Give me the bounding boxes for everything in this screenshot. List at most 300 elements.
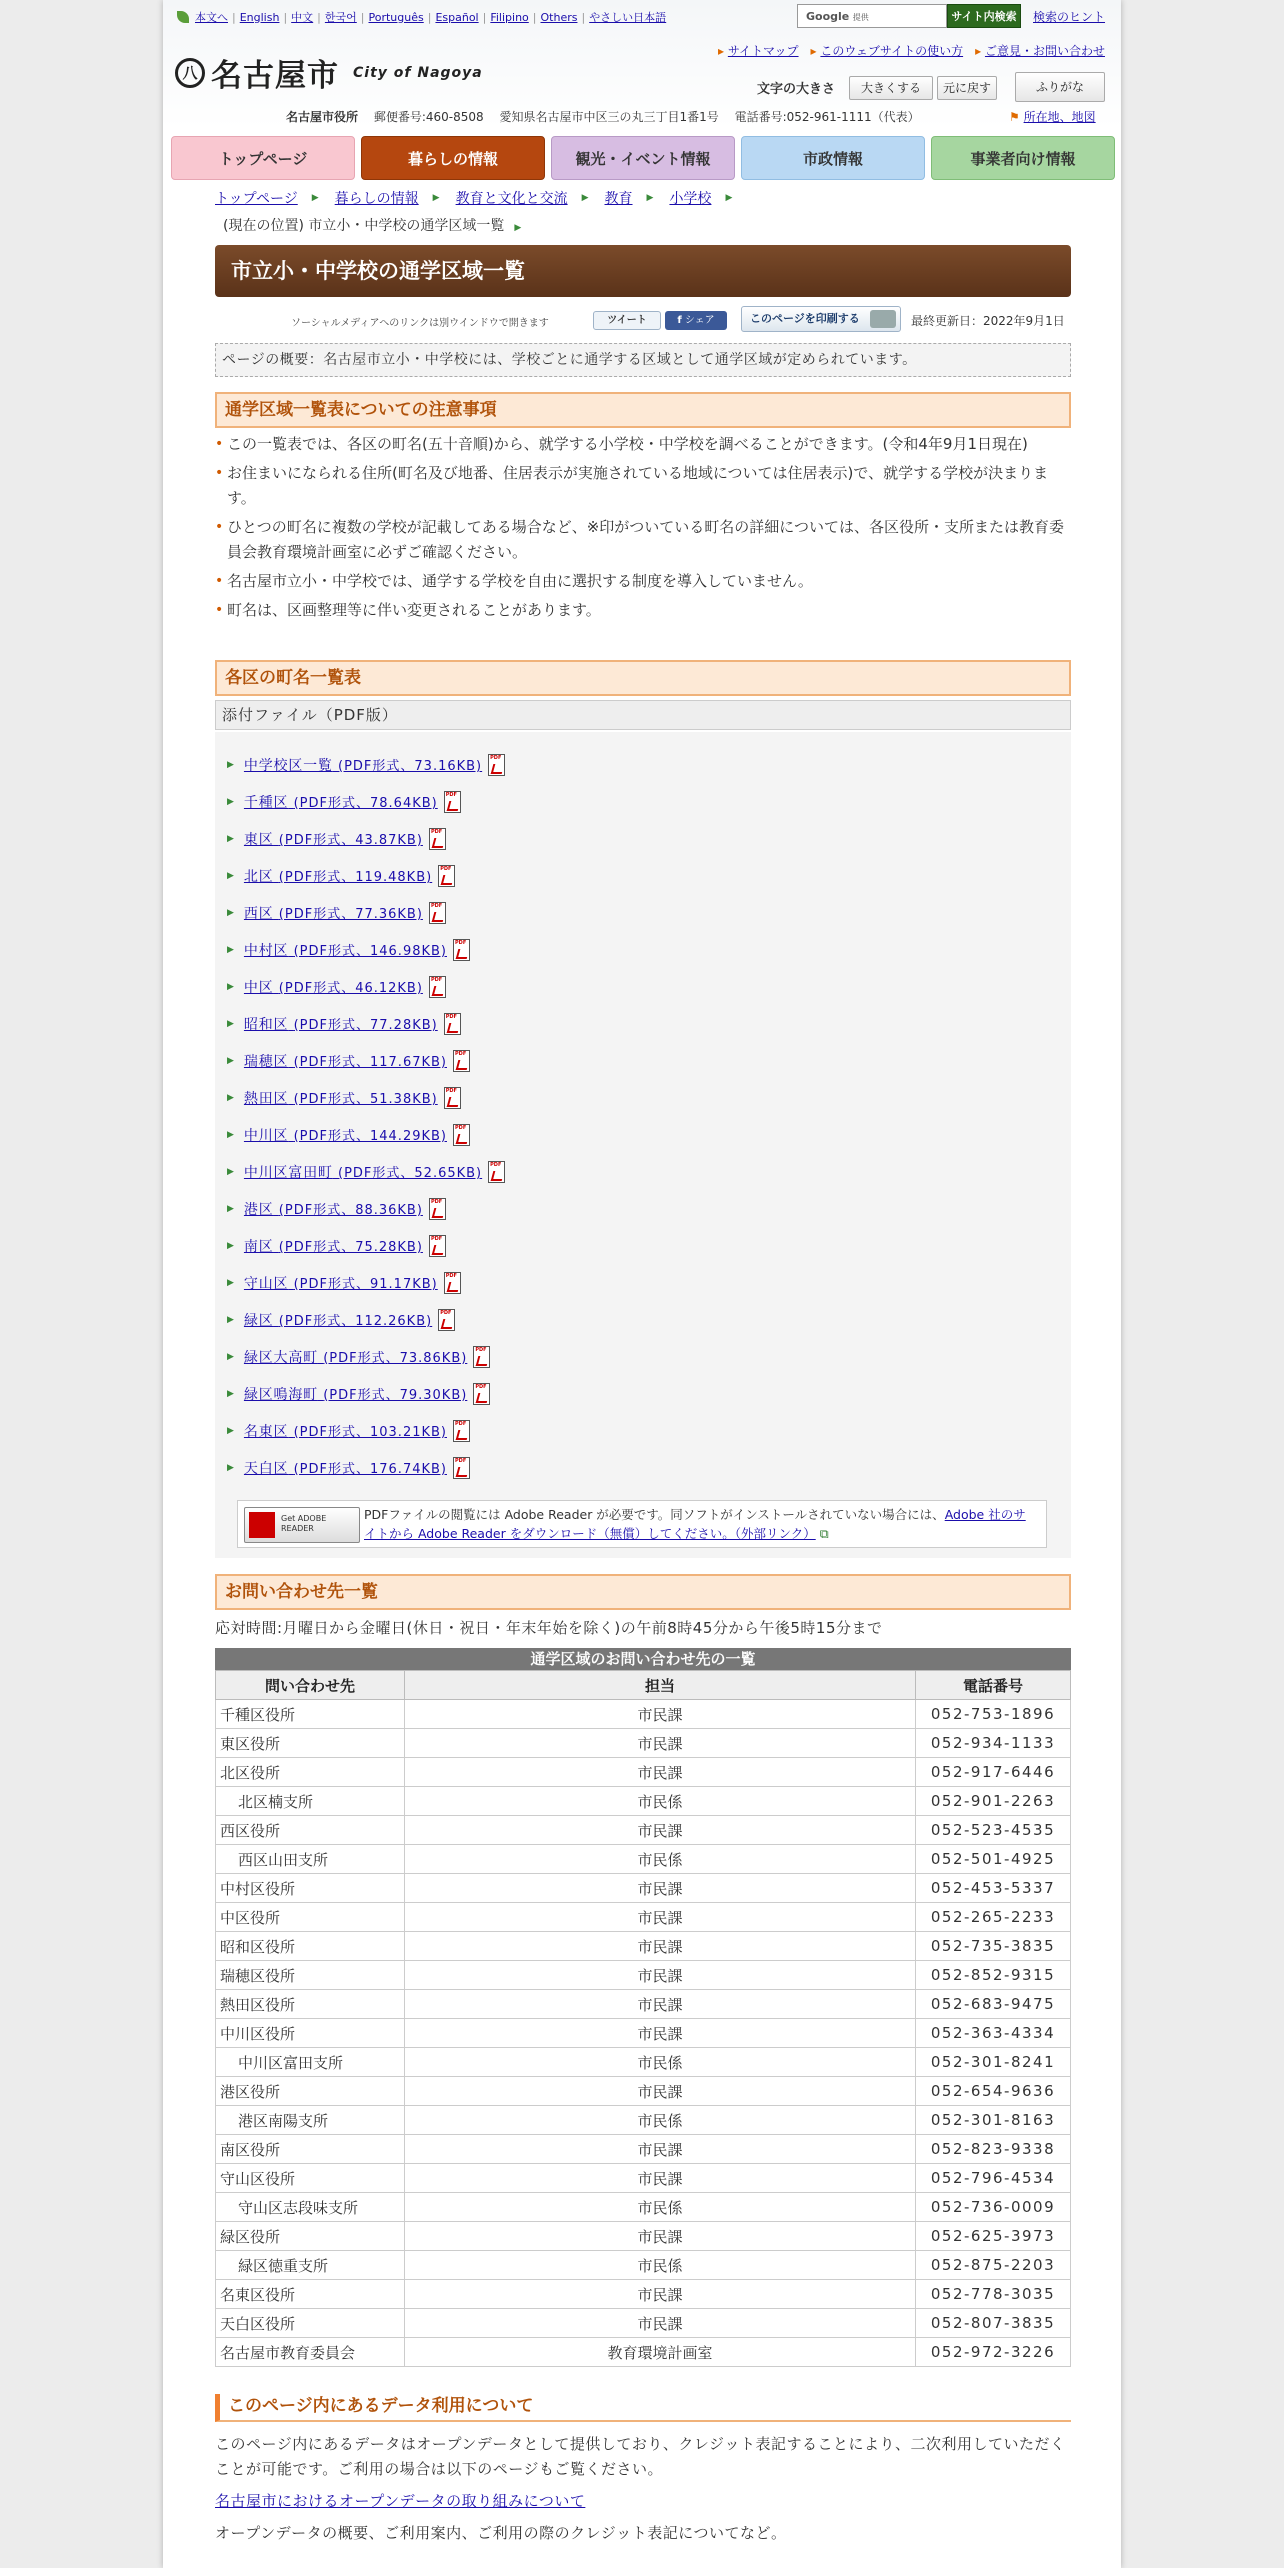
- pdf-file-size: (PDF形式、75.28KB): [278, 1240, 423, 1255]
- contact-place-cell: 中村区役所: [216, 1874, 405, 1903]
- contact-dept-cell: 市民課: [405, 2222, 916, 2251]
- pdf-icon: [429, 902, 446, 924]
- contact-phone-cell: 052-301-8163: [916, 2106, 1071, 2135]
- contact-link[interactable]: ご意見・お問い合わせ: [984, 44, 1105, 58]
- table-row: [216, 1932, 1071, 1961]
- pdf-link-name: 熱田区: [243, 1091, 289, 1107]
- pdf-file-size: (PDF形式、73.16KB): [338, 759, 483, 774]
- pdf-icon: [473, 1346, 490, 1368]
- contact-phone-cell: 052-736-0009: [916, 2193, 1071, 2222]
- contact-phone-cell: 052-654-9636: [916, 2077, 1071, 2106]
- pdf-file-size: (PDF形式、91.17KB): [293, 1277, 438, 1292]
- table-row: [216, 2280, 1071, 2309]
- ward-list-heading: 各区の町名一覧表: [215, 660, 1071, 696]
- pdf-link-name: 天白区: [243, 1461, 289, 1477]
- page-title: 市立小・中学校の通学区域一覧: [215, 245, 1071, 297]
- table-row: [216, 2019, 1071, 2048]
- column-header: 電話番号: [916, 1671, 1071, 1700]
- contact-dept-cell: 市民課: [405, 1874, 916, 1903]
- postal-code: 郵便番号:460-8508: [373, 110, 484, 124]
- table-row: [216, 1990, 1071, 2019]
- nav-business[interactable]: 事業者向け情報: [931, 136, 1115, 180]
- chevron-right-icon: ▶: [646, 193, 654, 203]
- lang-link-skip[interactable]: 本文へ: [195, 11, 228, 24]
- pdf-item: [227, 1048, 470, 1074]
- contact-phone-cell: 052-683-9475: [916, 1990, 1071, 2019]
- lang-link-chinese[interactable]: 中文: [291, 11, 314, 24]
- utility-links: [718, 42, 1105, 59]
- leaf-icon: [177, 11, 189, 23]
- pdf-link[interactable]: [244, 755, 482, 775]
- contact-phone-cell: 052-934-1133: [916, 1729, 1071, 1758]
- printer-icon: [870, 310, 896, 328]
- contact-dept-cell: 市民係: [405, 1787, 916, 1816]
- search-input[interactable]: [797, 4, 947, 28]
- pdf-file-size: (PDF形式、77.36KB): [278, 907, 423, 922]
- contact-place-cell: 昭和区役所: [216, 1932, 405, 1961]
- table-row: [216, 1729, 1071, 1758]
- get-adobe-reader-button[interactable]: [244, 1507, 360, 1543]
- contact-place-cell: 西区山田支所: [216, 1845, 405, 1874]
- lang-link-others[interactable]: Others: [540, 10, 578, 24]
- bullet-icon: ▶: [227, 1389, 234, 1399]
- pdf-link-name: 中川区: [243, 1128, 289, 1144]
- contact-place-cell: 熱田区役所: [216, 1990, 405, 2019]
- pdf-link[interactable]: [244, 1162, 482, 1182]
- contact-dept-cell: 市民課: [405, 2309, 916, 2338]
- bullet-icon: ▶: [227, 1241, 234, 1251]
- table-row: [216, 2048, 1071, 2077]
- contact-dept-cell: 市民係: [405, 2048, 916, 2077]
- pdf-link[interactable]: [244, 792, 438, 812]
- site-search-button[interactable]: サイト内検索: [947, 4, 1021, 28]
- pdf-link-name: 守山区: [243, 1276, 289, 1292]
- pdf-link-name: 昭和区: [243, 1017, 289, 1033]
- search-provided: 提供: [852, 13, 869, 22]
- pdf-file-size: (PDF形式、51.38KB): [293, 1092, 438, 1107]
- table-row: [216, 2077, 1071, 2106]
- pdf-file-size: (PDF形式、79.30KB): [323, 1388, 468, 1403]
- bullet-icon: ▶: [227, 834, 234, 844]
- contact-dept-cell: 市民課: [405, 1990, 916, 2019]
- contact-phone-cell: 052-901-2263: [916, 1787, 1071, 1816]
- breadcrumb-elementary[interactable]: 小学校: [669, 191, 712, 207]
- pdf-file-size: (PDF形式、144.29KB): [293, 1129, 447, 1144]
- contact-phone-cell: 052-501-4925: [916, 1845, 1071, 1874]
- pdf-link-name: 緑区鳴海町: [243, 1387, 318, 1403]
- pdf-link[interactable]: [244, 1199, 423, 1219]
- pdf-item: [227, 752, 505, 778]
- pdf-icon: [453, 1457, 470, 1479]
- contact-place-cell: 天白区役所: [216, 2309, 405, 2338]
- contact-place-cell: 東区役所: [216, 1729, 405, 1758]
- note-item: • お住まいになられる住所(町名及び地番、住居表示が実施されている地域については住居表示)で、就学する学校が決まります。: [215, 461, 1071, 511]
- table-row: [216, 1903, 1071, 1932]
- pdf-link[interactable]: [244, 1014, 438, 1034]
- pdf-icon: [429, 828, 446, 850]
- note-item: • 名古屋市立小・中学校では、通学する学校を自由に選択する制度を導入していません。: [215, 569, 1071, 594]
- google-brand: Google: [806, 10, 850, 23]
- pdf-icon: [429, 1198, 446, 1220]
- contact-phone-cell: 052-852-9315: [916, 1961, 1071, 1990]
- pdf-item: [227, 1011, 461, 1037]
- bullet-icon: ▶: [227, 945, 234, 955]
- contact-place-cell: 北区役所: [216, 1758, 405, 1787]
- tweet-button[interactable]: ツイート: [593, 311, 661, 330]
- table-row: [216, 1961, 1071, 1990]
- pdf-link-name: 中村区: [243, 943, 289, 959]
- chevron-right-icon: ▶: [581, 193, 589, 203]
- office-name: 名古屋市役所: [286, 110, 359, 124]
- office-phone: 電話番号:052-961-1111（代表）: [734, 110, 920, 124]
- pdf-link[interactable]: [244, 940, 447, 960]
- contact-dept-cell: 市民課: [405, 1932, 916, 1961]
- reader-text-wrap: [364, 1505, 1036, 1543]
- pdf-link[interactable]: [244, 1310, 432, 1330]
- table-row: [216, 2222, 1071, 2251]
- pdf-item: [227, 1344, 490, 1370]
- contact-dept-cell: 市民課: [405, 1700, 916, 1729]
- breadcrumb-culture[interactable]: 教育と文化と交流: [455, 191, 568, 207]
- contact-phone-cell: 052-972-3226: [916, 2338, 1071, 2367]
- city-logo[interactable]: [175, 50, 483, 95]
- font-reset-button[interactable]: 元に戻す: [937, 76, 997, 100]
- pdf-item: [227, 1270, 461, 1296]
- contact-place-cell: 中区役所: [216, 1903, 405, 1932]
- contact-phone-cell: 052-265-2233: [916, 1903, 1071, 1932]
- contact-dept-cell: 教育環境計画室: [405, 2338, 916, 2367]
- pdf-link-name: 瑞穂区: [243, 1054, 289, 1070]
- contact-dept-cell: 市民課: [405, 2019, 916, 2048]
- column-header: 担当: [405, 1671, 916, 1700]
- pdf-item: [227, 1381, 490, 1407]
- contact-place-cell: 緑区徳重支所: [216, 2251, 405, 2280]
- contact-dept-cell: 市民課: [405, 1758, 916, 1787]
- pdf-link[interactable]: [244, 829, 423, 849]
- nav-life-info[interactable]: 暮らしの情報: [361, 136, 545, 180]
- pdf-link[interactable]: [244, 1347, 467, 1367]
- share-label: シェア: [684, 315, 715, 326]
- pdf-icon: [488, 1161, 505, 1183]
- contact-dept-cell: 市民課: [405, 1961, 916, 1990]
- pdf-file-size: (PDF形式、119.48KB): [278, 870, 433, 885]
- contact-phone-cell: 052-875-2203: [916, 2251, 1071, 2280]
- table-row: [216, 2164, 1071, 2193]
- breadcrumb-education[interactable]: 教育: [604, 191, 633, 207]
- note-item: • 町名は、区画整理等に伴い変更されることがあります。: [215, 598, 1071, 623]
- contact-place-cell: 守山区役所: [216, 2164, 405, 2193]
- adobe-icon: [249, 1512, 275, 1538]
- contact-dept-cell: 市民課: [405, 1729, 916, 1758]
- city-emblem-icon: 八: [175, 58, 205, 88]
- page-container: [163, 0, 1121, 2568]
- contact-place-cell: 中川区富田支所: [216, 2048, 405, 2077]
- contact-dept-cell: 市民課: [405, 1903, 916, 1932]
- pdf-link[interactable]: [244, 903, 423, 923]
- contact-place-cell: 北区楠支所: [216, 1787, 405, 1816]
- contact-dept-cell: 市民課: [405, 2135, 916, 2164]
- opendata-text: このページ内にあるデータはオープンデータとして提供しており、クレジット表記することにより、二次利用していただくことが可能です。ご利用の場合は以下のページもご覧ください。: [215, 2435, 1066, 2478]
- contact-place-cell: 港区南陽支所: [216, 2106, 405, 2135]
- pdf-item: [227, 974, 446, 1000]
- pdf-link-name: 中区: [243, 980, 274, 996]
- pdf-link[interactable]: [244, 1458, 447, 1478]
- contact-place-cell: 港区役所: [216, 2077, 405, 2106]
- pdf-link-name: 港区: [243, 1202, 274, 1218]
- pdf-file-size: (PDF形式、176.74KB): [293, 1462, 447, 1477]
- pdf-item: [227, 937, 470, 963]
- contact-place-cell: 名東区役所: [216, 2280, 405, 2309]
- pdf-item: [227, 826, 446, 852]
- lang-link-spanish[interactable]: Español: [435, 10, 479, 24]
- pdf-file-size: (PDF形式、46.12KB): [278, 981, 423, 996]
- contact-place-cell: 守山区志段味支所: [216, 2193, 405, 2222]
- note-item: • この一覧表では、各区の町名(五十音順)から、就学する小学校・中学校を調べることができます。(令和4年9月1日現在): [215, 432, 1071, 457]
- pdf-item: [227, 1085, 461, 1111]
- contact-phone-cell: 052-363-4334: [916, 2019, 1071, 2048]
- table-caption: 通学区域のお問い合わせ先の一覧: [215, 1648, 1071, 1670]
- pdf-item: [227, 789, 461, 815]
- table-row: [216, 2251, 1071, 2280]
- notes-list: [215, 432, 1071, 627]
- pdf-file-size: (PDF形式、73.86KB): [323, 1351, 468, 1366]
- pdf-item: [227, 1418, 470, 1444]
- contact-dept-cell: 市民課: [405, 2077, 916, 2106]
- nav-tourism[interactable]: 観光・イベント情報: [551, 136, 735, 180]
- note-item: • ひとつの町名に複数の学校が記載してある場合など、※印がついている町名の詳細については、各区役所・支所または教育委員会教育環境計画室に必ずご確認ください。: [215, 515, 1071, 565]
- pdf-icon: [429, 976, 446, 998]
- nav-top-page[interactable]: トップページ: [171, 136, 355, 180]
- contact-place-cell: 西区役所: [216, 1816, 405, 1845]
- pdf-item: [227, 1455, 470, 1481]
- pdf-link[interactable]: [244, 977, 423, 997]
- arrow-icon: ▸: [975, 44, 982, 58]
- lang-link-english[interactable]: English: [239, 10, 280, 24]
- adobe-reader-notice: [237, 1500, 1047, 1548]
- table-row: [216, 1874, 1071, 1903]
- bullet-icon: ▶: [227, 1130, 234, 1140]
- office-address: [286, 108, 920, 125]
- contact-phone-cell: 052-796-4534: [916, 2164, 1071, 2193]
- pdf-icon: [444, 1013, 461, 1035]
- contact-phone-cell: 052-523-4535: [916, 1816, 1071, 1845]
- chevron-right-icon: ▶: [725, 193, 733, 203]
- pdf-link-name: 東区: [243, 832, 274, 848]
- reader-logo-text: Get ADOBE READER: [281, 1514, 327, 1533]
- pdf-link-name: 緑区大高町: [243, 1350, 318, 1366]
- table-row: [216, 2338, 1071, 2367]
- contact-dept-cell: 市民課: [405, 1816, 916, 1845]
- howto-link[interactable]: このウェブサイトの使い方: [820, 44, 964, 58]
- pdf-icon: [488, 754, 505, 776]
- pdf-icon: [444, 1087, 461, 1109]
- font-large-button[interactable]: 大きくする: [849, 76, 933, 100]
- breadcrumb-top[interactable]: トップページ: [215, 191, 298, 207]
- pdf-item: [227, 863, 455, 889]
- social-note: ソーシャルメディアへのリンクは別ウインドウで開きます: [291, 318, 549, 329]
- breadcrumb-current-label: (現在の位置) 市立小・中学校の通学区域一覧: [223, 218, 505, 234]
- table-row: [216, 1758, 1071, 1787]
- pdf-link-name: 中学校区一覧: [243, 758, 333, 774]
- pdf-link[interactable]: [244, 866, 432, 886]
- bullet-icon: ▶: [227, 1426, 234, 1436]
- pdf-icon: [453, 1124, 470, 1146]
- pdf-item: [227, 1122, 470, 1148]
- bullet-icon: ▶: [227, 1056, 234, 1066]
- bullet-icon: ▶: [227, 1019, 234, 1029]
- contact-phone-cell: 052-625-3973: [916, 2222, 1071, 2251]
- office-hours: 応対時間:月曜日から金曜日(休日・祝日・年末年始を除く)の午前8時45分から午後5時15分まで: [215, 1619, 883, 1637]
- pdf-link-name: 中川区富田町: [243, 1165, 333, 1181]
- chevron-right-icon: ▶: [432, 193, 440, 203]
- contact-phone-cell: 052-753-1896: [916, 1700, 1071, 1729]
- contact-place-cell: 中川区役所: [216, 2019, 405, 2048]
- location-map-link[interactable]: 所在地、地図: [1023, 110, 1096, 124]
- pdf-link-name: 緑区: [243, 1313, 274, 1329]
- pdf-link[interactable]: [244, 1236, 423, 1256]
- bullet-icon: ▶: [227, 982, 234, 992]
- logo-english: City of Nagoya: [353, 64, 483, 81]
- pdf-file-size: (PDF形式、52.65KB): [338, 1166, 483, 1181]
- table-row: [216, 2309, 1071, 2338]
- contact-dept-cell: 市民課: [405, 2164, 916, 2193]
- pdf-icon: [473, 1383, 490, 1405]
- search-hint-link[interactable]: 検索のヒント: [1033, 10, 1106, 24]
- pdf-link[interactable]: [244, 1051, 447, 1071]
- table-row: [216, 2135, 1071, 2164]
- chevron-right-icon: ▶: [311, 193, 319, 203]
- pdf-icon: [438, 865, 455, 887]
- contact-place-cell: 瑞穂区役所: [216, 1961, 405, 1990]
- pdf-icon: [453, 939, 470, 961]
- pdf-link[interactable]: [244, 1088, 438, 1108]
- table-row: [216, 2193, 1071, 2222]
- table-row: [216, 1816, 1071, 1845]
- bullet-icon: ▶: [227, 1352, 234, 1362]
- table-row: [216, 2106, 1071, 2135]
- external-link-icon: ⧉: [819, 1526, 829, 1541]
- contact-table: [215, 1648, 1071, 2367]
- office-address-text: 愛知県名古屋市中区三の丸三丁目1番1号: [499, 110, 719, 124]
- logo-name: 名古屋市: [211, 58, 339, 94]
- contact-phone-cell: 052-917-6446: [916, 1758, 1071, 1787]
- pdf-item: [227, 900, 446, 926]
- pdf-link-name: 北区: [243, 869, 274, 885]
- pdf-link-name: 千種区: [243, 795, 289, 811]
- pdf-icon: [453, 1420, 470, 1442]
- flag-icon: ⚑: [1009, 110, 1020, 124]
- facebook-share-button[interactable]: [665, 311, 727, 330]
- pdf-link-name: 南区: [243, 1239, 274, 1255]
- breadcrumb-current: [223, 215, 521, 235]
- print-label: このページを印刷する: [750, 312, 860, 325]
- pdf-item: [227, 1159, 505, 1185]
- contact-dept-cell: 市民係: [405, 1845, 916, 1874]
- contact-place-cell: 南区役所: [216, 2135, 405, 2164]
- opendata-note: オープンデータの概要、ご利用案内、ご利用の際のクレジット表記についてなど。: [215, 2524, 787, 2542]
- contact-phone-cell: 052-807-3835: [916, 2309, 1071, 2338]
- language-bar: 本文へ | English | 中文 | 한국어 | Português | Español | Filipino | Others | やさしい日本語: [177, 6, 666, 28]
- contact-dept-cell: 市民係: [405, 2106, 916, 2135]
- table-header-row: [216, 1671, 1071, 1700]
- pdf-file-size: (PDF形式、117.67KB): [293, 1055, 447, 1070]
- pdf-item: [227, 1196, 446, 1222]
- table-row: [216, 1845, 1071, 1874]
- pdf-file-size: (PDF形式、88.36KB): [278, 1203, 423, 1218]
- pdf-icon: [429, 1235, 446, 1257]
- pdf-item: [227, 1307, 455, 1333]
- pdf-link-name: 名東区: [243, 1424, 289, 1440]
- nav-city-admin[interactable]: 市政情報: [741, 136, 925, 180]
- sitemap-link[interactable]: サイトマップ: [727, 44, 799, 58]
- pdf-file-size: (PDF形式、103.21KB): [293, 1425, 447, 1440]
- reader-text: PDFファイルの閲覧には Adobe Reader が必要です。同ソフトがインストールされていない場合には、: [364, 1507, 945, 1522]
- pdf-icon: [438, 1309, 455, 1331]
- column-header: 問い合わせ先: [216, 1671, 405, 1700]
- furigana-button[interactable]: [1015, 72, 1105, 102]
- bullet-icon: ▶: [227, 760, 234, 770]
- pdf-file-size: (PDF形式、43.87KB): [278, 833, 423, 848]
- table-row: [216, 1787, 1071, 1816]
- contact-dept-cell: 市民係: [405, 2251, 916, 2280]
- table-row: [216, 1700, 1071, 1729]
- page-overview: ページの概要：名古屋市立小・中学校には、学校ごとに通学する区域として通学区域が定められています。: [215, 343, 1071, 377]
- bullet-icon: ▶: [227, 797, 234, 807]
- bullet-icon: ▶: [227, 1463, 234, 1473]
- contact-place-cell: 緑区役所: [216, 2222, 405, 2251]
- location-link-wrap: [1009, 108, 1096, 125]
- bullet-icon: ▶: [227, 1315, 234, 1325]
- adobe-download-link[interactable]: Adobe 社のサイトから Adobe Reader をダウンロード（無償）してください。（外部リンク）: [364, 1507, 1026, 1541]
- pdf-icon: [444, 1272, 461, 1294]
- arrow-icon: ▸: [810, 44, 817, 58]
- contact-dept-cell: 市民課: [405, 2280, 916, 2309]
- lang-link-korean[interactable]: 한국어: [324, 11, 357, 24]
- bullet-icon: ▶: [227, 908, 234, 918]
- contact-phone-cell: 052-823-9338: [916, 2135, 1071, 2164]
- pdf-item: [227, 1233, 446, 1259]
- last-updated: 最終更新日：2022年9月1日: [911, 314, 1065, 328]
- lang-link-easy-japanese[interactable]: やさしい日本語: [589, 11, 667, 24]
- breadcrumb: [215, 188, 742, 208]
- attachment-heading: 添付ファイル（PDF版）: [215, 700, 1071, 730]
- lang-link-portuguese[interactable]: Português: [368, 10, 424, 24]
- pdf-link[interactable]: [244, 1421, 447, 1441]
- table-body: [216, 1700, 1071, 2367]
- contact-dept-cell: 市民係: [405, 2193, 916, 2222]
- lang-link-filipino[interactable]: Filipino: [490, 10, 529, 24]
- pdf-file-list: [215, 732, 1071, 1558]
- breadcrumb-life[interactable]: 暮らしの情報: [334, 191, 419, 207]
- pdf-link[interactable]: [244, 1125, 447, 1145]
- bullet-icon: ▶: [227, 1204, 234, 1214]
- contact-phone-cell: 052-735-3835: [916, 1932, 1071, 1961]
- print-button[interactable]: [741, 306, 901, 332]
- pdf-file-size: (PDF形式、78.64KB): [293, 796, 438, 811]
- opendata-link[interactable]: 名古屋市におけるオープンデータの取り組みについて: [215, 2492, 586, 2510]
- bullet-icon: ▶: [227, 871, 234, 881]
- pdf-icon: [444, 791, 461, 813]
- pdf-link[interactable]: [244, 1273, 438, 1293]
- pdf-file-size: (PDF形式、77.28KB): [293, 1018, 438, 1033]
- bullet-icon: ▶: [227, 1093, 234, 1103]
- notes-heading: 通学区域一覧表についての注意事項: [215, 392, 1071, 428]
- pdf-link[interactable]: [244, 1384, 467, 1404]
- contact-heading: お問い合わせ先一覧: [215, 1574, 1071, 1610]
- bullet-icon: ▶: [227, 1278, 234, 1288]
- pdf-icon: [453, 1050, 470, 1072]
- contact-phone-cell: 052-453-5337: [916, 1874, 1071, 1903]
